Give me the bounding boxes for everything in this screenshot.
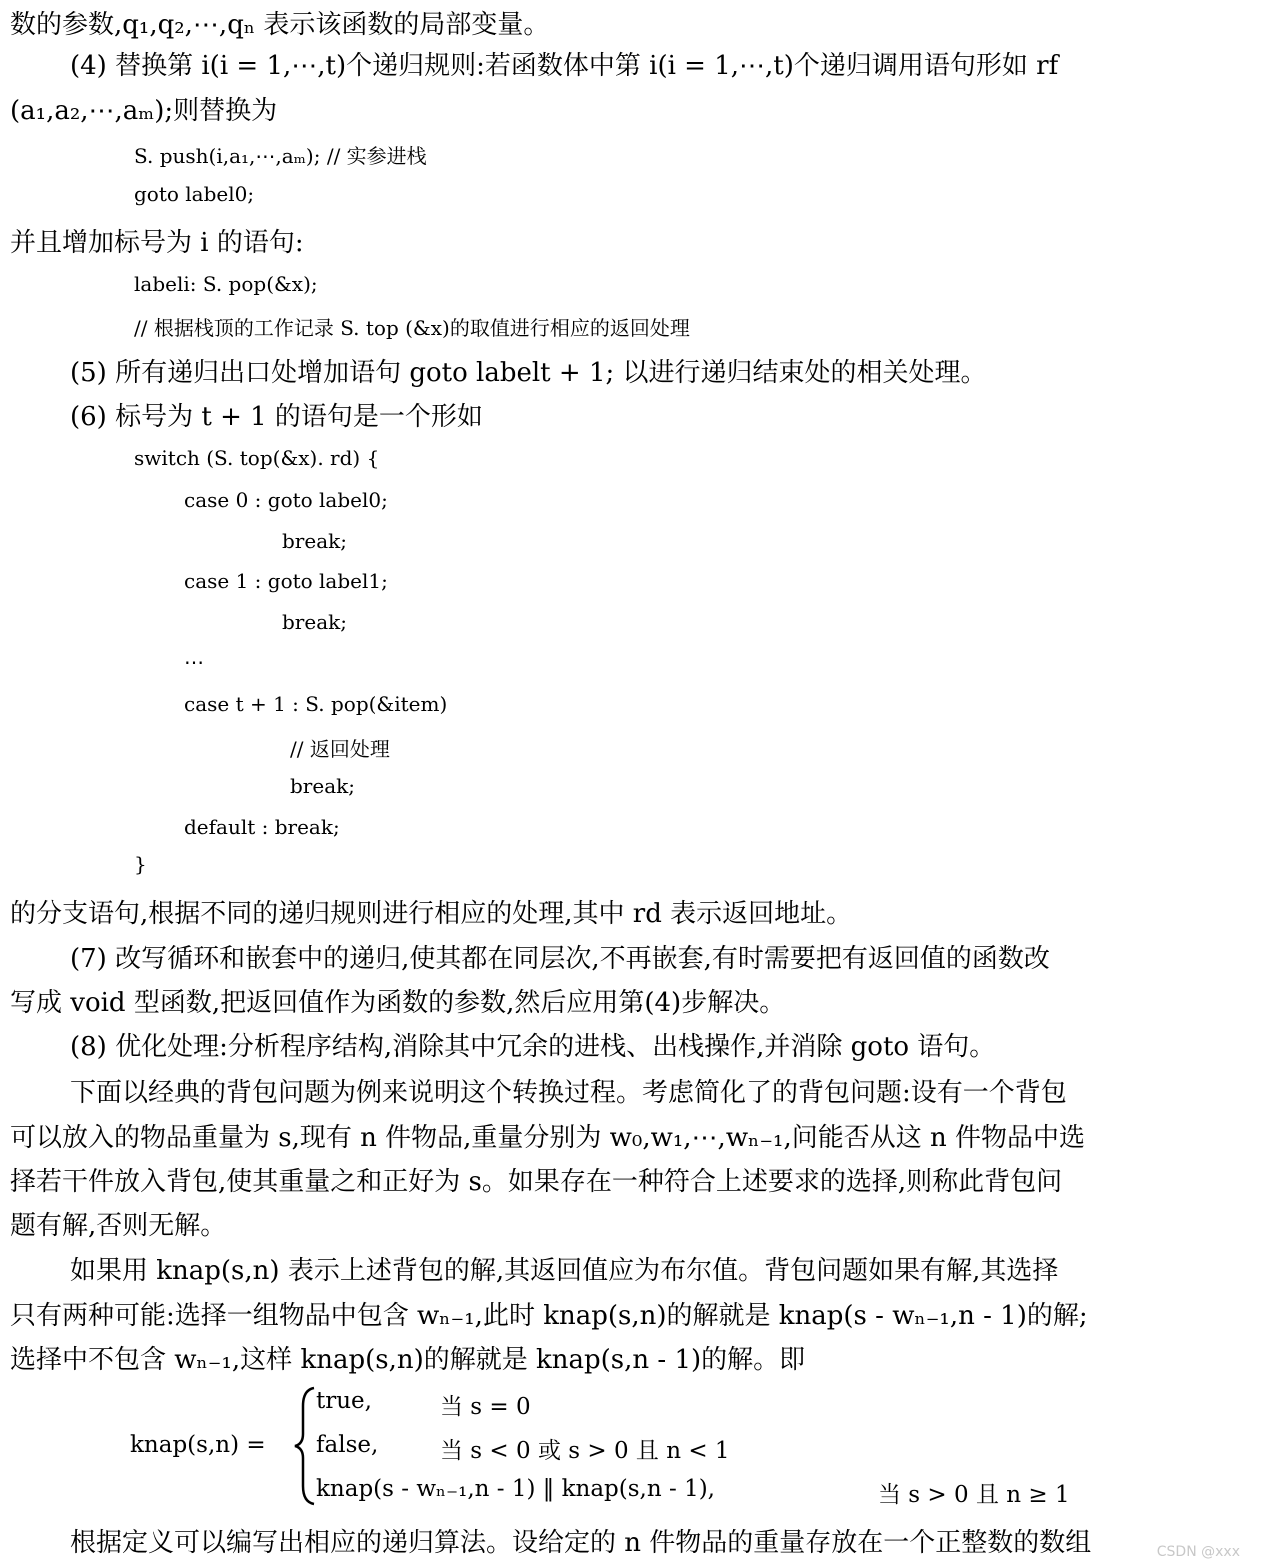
formula-case-1: true, bbox=[316, 1388, 372, 1414]
code-line: break; bbox=[282, 529, 347, 553]
code-line: ⋯ bbox=[184, 650, 204, 674]
formula-cond-1: 当 s = 0 bbox=[440, 1394, 531, 1420]
text-line: 并且增加标号为 i 的语句: bbox=[10, 228, 304, 258]
text-line: 下面以经典的背包问题为例来说明这个转换过程。考虑简化了的背包问题:设有一个背包 bbox=[70, 1078, 1067, 1108]
text-line: 根据定义可以编写出相应的递归算法。设给定的 n 件物品的重量存放在一个正整数的数组 bbox=[70, 1528, 1092, 1558]
text-line: 的分支语句,根据不同的递归规则进行相应的处理,其中 rd 表示返回地址。 bbox=[10, 899, 853, 929]
code-line: case 1 : goto label1; bbox=[184, 569, 388, 593]
code-line: goto label0; bbox=[134, 182, 255, 206]
formula-cond-2: 当 s < 0 或 s > 0 且 n < 1 bbox=[440, 1438, 730, 1464]
code-line: switch (S. top(&x). rd) { bbox=[134, 446, 380, 470]
text-line: 如果用 knap(s,n) 表示上述背包的解,其返回值应为布尔值。背包问题如果有解,其选择 bbox=[70, 1256, 1059, 1286]
text-line: 题有解,否则无解。 bbox=[10, 1211, 227, 1241]
code-line: S. push(i,a₁,⋯,aₘ); // 实参进栈 bbox=[134, 144, 427, 168]
formula-case-3: knap(s - wₙ₋₁,n - 1) ‖ knap(s,n - 1), bbox=[316, 1476, 715, 1502]
text-line: 择若干件放入背包,使其重量之和正好为 s。如果存在一种符合上述要求的选择,则称此背包问 bbox=[10, 1167, 1063, 1197]
code-line: break; bbox=[290, 774, 355, 798]
code-comment: // 返回处理 bbox=[290, 737, 390, 761]
text-line: 选择中不包含 wₙ₋₁,这样 knap(s,n)的解就是 knap(s,n - 1)的解。即 bbox=[10, 1345, 806, 1375]
rule-7: (7) 改写循环和嵌套中的递归,使其都在同层次,不再嵌套,有时需要把有返回值的函数改 bbox=[70, 944, 1050, 974]
code-comment: // 根据栈顶的工作记录 S. top (&x)的取值进行相应的返回处理 bbox=[134, 316, 690, 340]
rule-4-heading: (4) 替换第 i(i = 1,⋯,t)个递归规则:若函数体中第 i(i = 1,⋯,t)个递归调用语句形如 rf bbox=[70, 51, 1059, 81]
text-line: 只有两种可能:选择一组物品中包含 wₙ₋₁,此时 knap(s,n)的解就是 knap(s - wₙ₋₁,n - 1)的解; bbox=[10, 1301, 1088, 1331]
formula-case-2: false, bbox=[316, 1432, 379, 1458]
text-line: 写成 void 型函数,把返回值作为函数的参数,然后应用第(4)步解决。 bbox=[10, 988, 786, 1018]
text-line: 数的参数,q₁,q₂,⋯,qₙ 表示该函数的局部变量。 bbox=[10, 10, 550, 40]
rule-8: (8) 优化处理:分析程序结构,消除其中冗余的进栈、出栈操作,并消除 goto 语句。 bbox=[70, 1032, 996, 1062]
code-line: case t + 1 : S. pop(&item) bbox=[184, 692, 448, 716]
rule-6: (6) 标号为 t + 1 的语句是一个形如 bbox=[70, 402, 483, 432]
code-line: case 0 : goto label0; bbox=[184, 488, 388, 512]
formula-cond-3: 当 s > 0 且 n ≥ 1 bbox=[878, 1482, 1070, 1508]
formula-lhs: knap(s,n) = bbox=[130, 1432, 266, 1458]
left-brace-icon bbox=[292, 1386, 318, 1506]
code-line: default : break; bbox=[184, 815, 340, 839]
watermark: CSDN @xxx bbox=[1156, 1544, 1240, 1560]
code-line: labeli: S. pop(&x); bbox=[134, 272, 318, 296]
text-line: 可以放入的物品重量为 s,现有 n 件物品,重量分别为 w₀,w₁,⋯,wₙ₋₁,问能否从这 n 件物品中选 bbox=[10, 1123, 1086, 1153]
code-line: break; bbox=[282, 610, 347, 634]
rule-5: (5) 所有递归出口处增加语句 goto labelt + 1; 以进行递归结束处的相关处理。 bbox=[70, 358, 987, 388]
code-line: } bbox=[134, 852, 147, 876]
text-line: (a₁,a₂,⋯,aₘ);则替换为 bbox=[10, 96, 278, 126]
